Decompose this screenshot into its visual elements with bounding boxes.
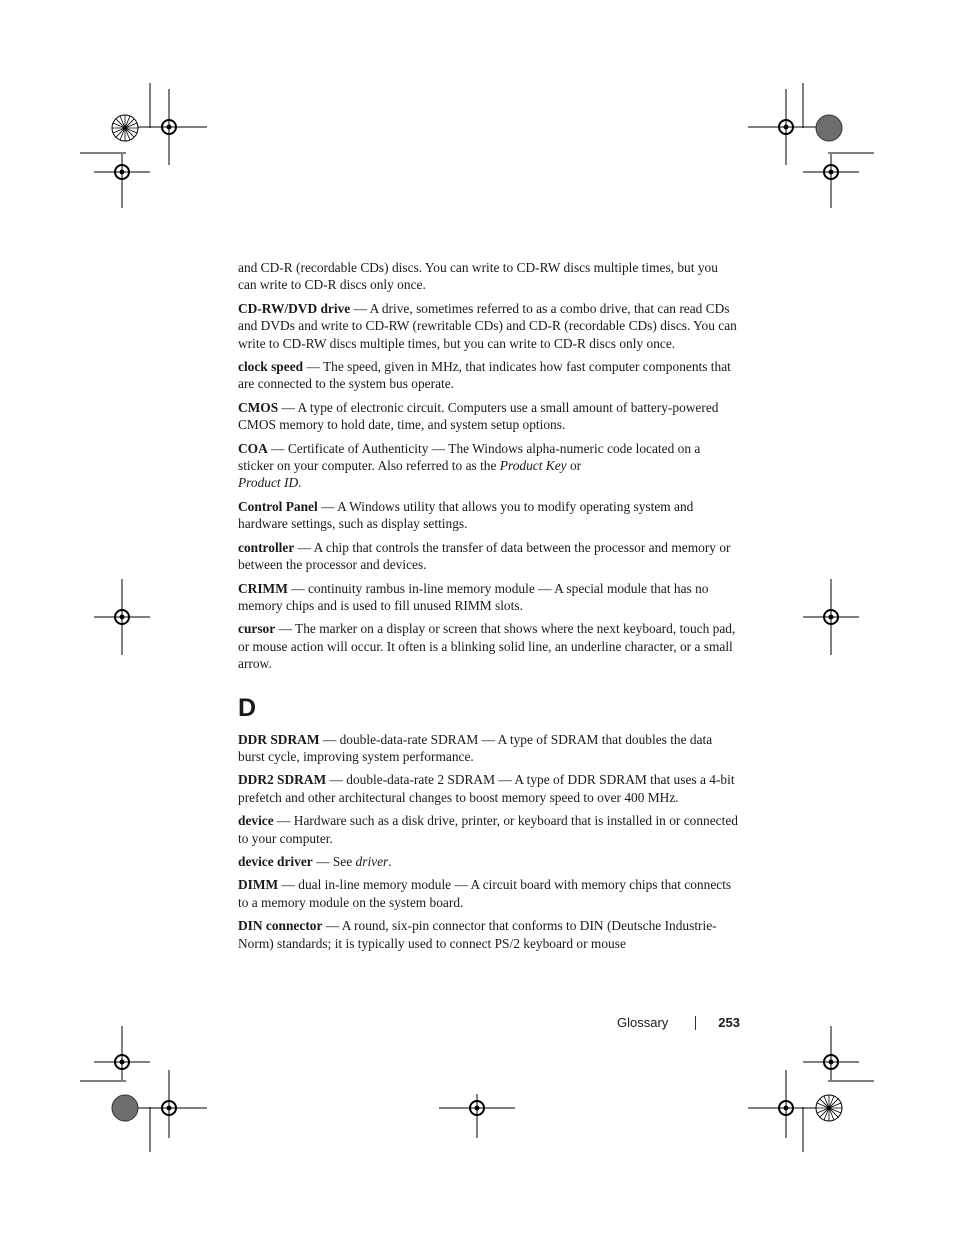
glossary-term: DIN connector (238, 918, 323, 934)
registration-crosshair-icon (748, 89, 824, 165)
glossary-term: CMOS (238, 399, 279, 415)
glossary-entry: clock speed — The speed, given in MHz, that indicates how fast computer components that are connected to the system bus operate. (238, 359, 731, 392)
glossary-entry: and CD-R (recordable CDs) discs. You can write to CD-RW discs multiple times, but you can write to CD-R discs only once. (238, 260, 718, 293)
registration-crosshair-icon (94, 1026, 150, 1080)
glossary-term: DIMM (238, 877, 279, 893)
glossary-term: DDR SDRAM (238, 731, 320, 747)
glossary-entry: CMOS — A type of electronic circuit. Computers use a small amount of battery-powered CMOS memory to hold date, time, and system setup options. (238, 399, 719, 433)
glossary-term: COA (238, 440, 268, 456)
glossary-entry: Control Panel — A Windows utility that allows you to modify operating system and hardware settings, such as display settings. (238, 498, 694, 532)
registration-crosshair-icon (131, 1070, 207, 1138)
registration-crosshair-icon (94, 579, 150, 655)
page-footer (617, 1015, 740, 1030)
glossary-term: CRIMM (238, 580, 288, 596)
gray-tint-disc-icon (816, 115, 842, 141)
glossary-term: device (238, 813, 274, 829)
footer-section-label: Glossary (617, 1015, 669, 1030)
glossary-term: Control Panel (238, 498, 318, 514)
glossary-term: cursor (238, 621, 276, 637)
glossary-entry: DDR SDRAM — double-data-rate SDRAM — A type of SDRAM that doubles the data burst cycle, improving system performance. (238, 731, 713, 764)
glossary-entries (238, 259, 738, 958)
gray-tint-disc-icon (112, 1095, 138, 1121)
starburst-target-icon (816, 1095, 842, 1121)
glossary-entry: CRIMM — continuity rambus in-line memory module — A special module that has no memory chips and is used to fill unused RIMM slots. (238, 580, 709, 613)
glossary-entry: COA — Certificate of Authenticity — The Windows alpha-numeric code located on a sticker on your computer. Also referred to as the Product Key or Product ID. (238, 440, 701, 491)
registration-crosshair-icon (131, 89, 207, 165)
glossary-term: controller (238, 539, 295, 555)
glossary-entry: DIMM — dual in-line memory module — A circuit board with memory chips that connects to a memory module on the system board. (238, 877, 732, 910)
registration-crosshair-icon (439, 1094, 515, 1138)
starburst-target-icon (112, 115, 138, 141)
registration-crosshair-icon (94, 154, 150, 208)
glossary-entry: device driver — See driver. (238, 853, 392, 869)
glossary-term: DDR2 SDRAM (238, 772, 327, 788)
registration-crosshair-icon (748, 1070, 824, 1138)
registration-crosshair-icon (803, 1026, 859, 1080)
footer-divider (695, 1016, 696, 1030)
glossary-term: clock speed (238, 359, 304, 375)
glossary-entry: DDR2 SDRAM — double-data-rate 2 SDRAM — A type of DDR SDRAM that uses a 4-bit prefetch and other architectural changes to boost memory speed to over 400 MHz. (238, 772, 735, 805)
glossary-term: device driver (238, 853, 313, 869)
glossary-entry: CD-RW/DVD drive — A drive, sometimes referred to as a combo drive, that can read CDs and DVDs and write to CD-RW (rewritable CDs) and CD-R (recordable CDs) discs. You can write to CD-RW discs multiple times, but you can write to CD-R discs only once. (238, 300, 737, 351)
glossary-entry: controller — A chip that controls the transfer of data between the processor and memory or between the processor and devices. (238, 539, 731, 573)
page-number: 253 (718, 1015, 740, 1030)
section-heading-letter: D (238, 693, 257, 722)
glossary-entry: DIN connector — A round, six-pin connector that conforms to DIN (Deutsche Industrie-Norm) standards; it is typically used to connect PS/2 keyboard or mouse (238, 918, 717, 951)
glossary-term: CD-RW/DVD drive (238, 300, 351, 316)
glossary-entry: device — Hardware such as a disk drive, printer, or keyboard that is installed in or connected to your computer. (238, 813, 738, 846)
registration-crosshair-icon (803, 154, 859, 208)
glossary-entry: cursor — The marker on a display or screen that shows where the next keyboard, touch pad, or mouse action will occur. It often is a blinking solid line, an underline character, or a small arrow. (238, 621, 736, 672)
registration-crosshair-icon (803, 579, 859, 655)
